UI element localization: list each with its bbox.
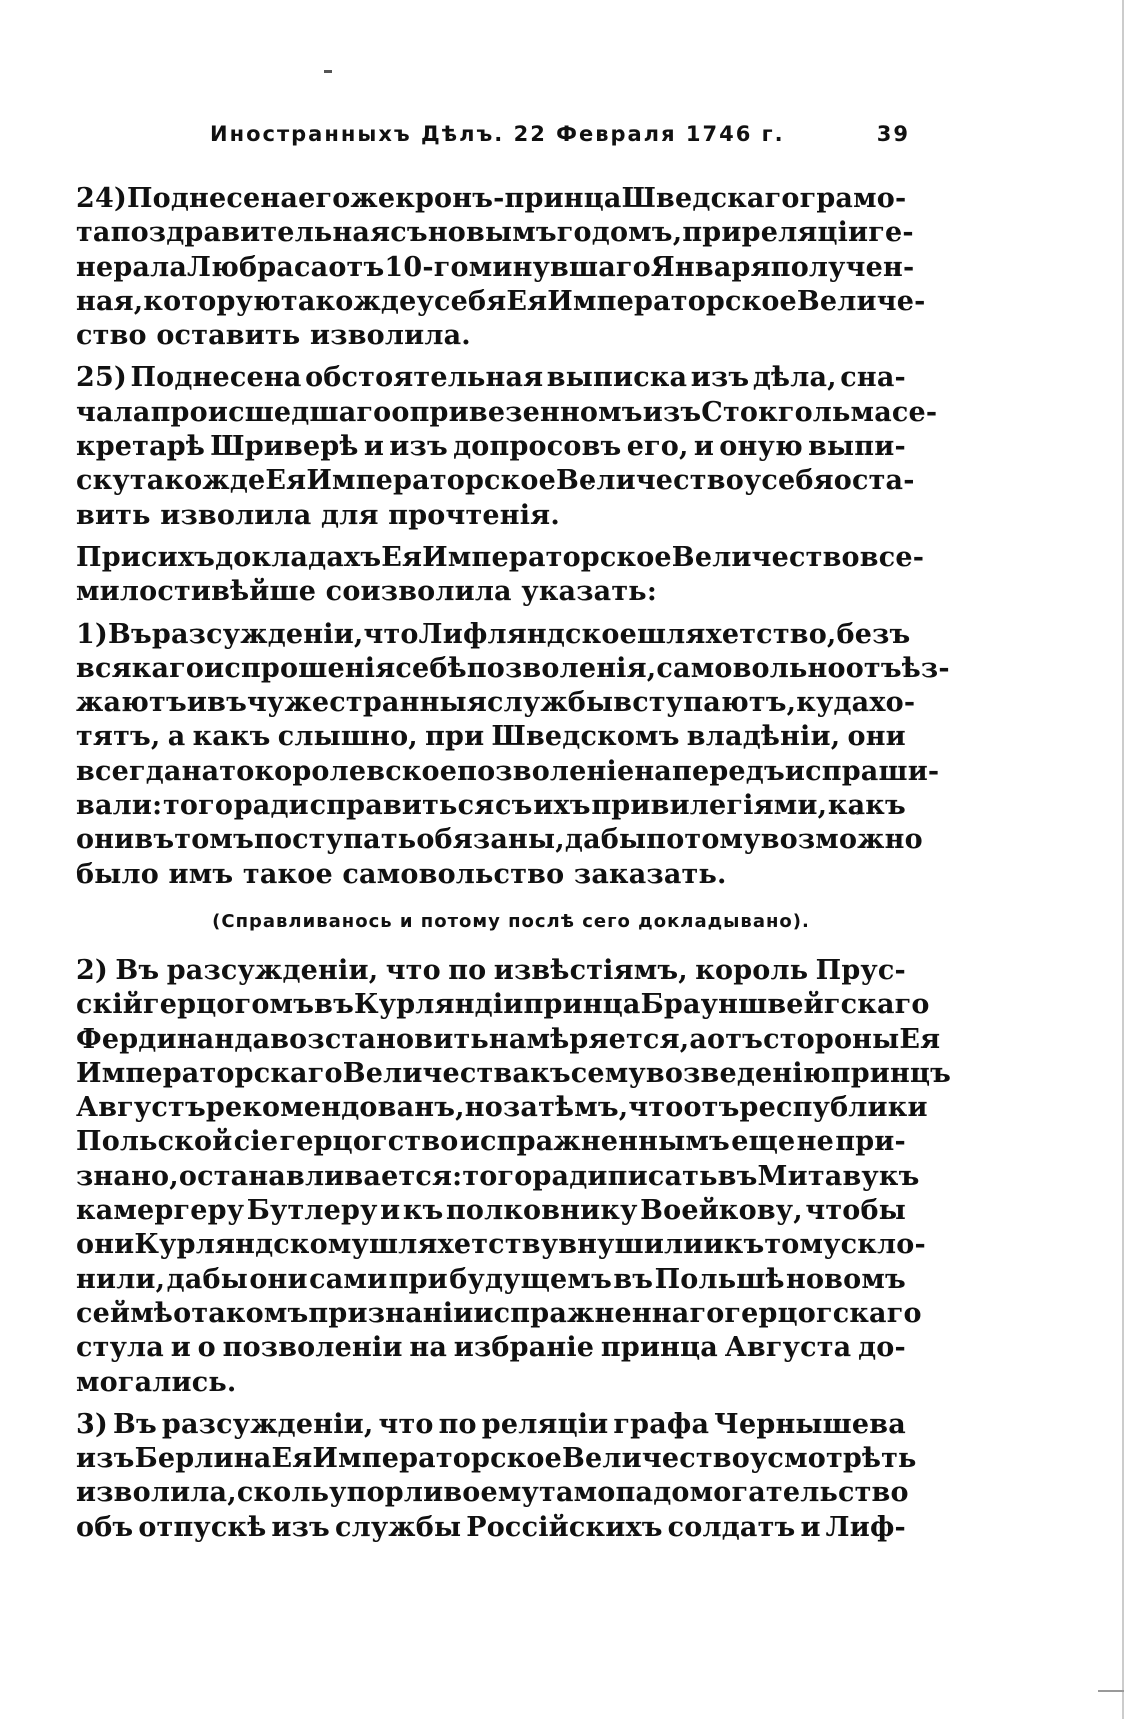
text-line: объ отпускѣ изъ службы Россійскихъ солдатъ и Лиф- bbox=[76, 1511, 906, 1543]
page-edge bbox=[1122, 0, 1124, 1719]
text-line: они Курляндскому шляхетству внушили и къ тому скло- bbox=[76, 1229, 926, 1261]
text-line: При сихъ докладахъ Ея Императорское Величество все- bbox=[76, 541, 925, 573]
text-line: скій герцогомъ въ Курляндіи принца Брауншвейгскаго bbox=[76, 989, 930, 1021]
body-text bbox=[76, 182, 952, 1545]
editorial-note: (Справливанось и потому послѣ сего докладывано). bbox=[212, 910, 810, 932]
paragraph-intro bbox=[76, 541, 925, 610]
text-line: та поздравительная съ новымъ годомъ, при реляціи ге- bbox=[76, 217, 914, 249]
text-line: нили, дабы они сами при будущемъ въ Польшѣ новомъ bbox=[76, 1263, 906, 1295]
text-line: 2) Въ разсужденіи, что по извѣстіямъ, король Прус- bbox=[76, 954, 906, 986]
text-line: камергеру Бутлеру и къ полковнику Воейкову, чтобы bbox=[76, 1195, 906, 1227]
text-line: чала происшедшаго о привезенномъ изъ Стокгольма се- bbox=[76, 396, 938, 428]
text-line: Августъ рекомендованъ, но затѣмъ, что отъ республики bbox=[76, 1092, 928, 1124]
text-line: знано, останавливается: того ради писать въ Митаву къ bbox=[76, 1160, 920, 1192]
text-line: могались. bbox=[76, 1366, 237, 1398]
page-corner-mark bbox=[1098, 1690, 1124, 1692]
paragraph-25 bbox=[76, 361, 938, 532]
text-line: 3) Въ разсужденіи, что по реляціи графа Чернышева bbox=[76, 1408, 906, 1440]
text-line: 1) Въ разсужденіи, что Лифляндское шляхетство, безъ bbox=[76, 618, 911, 650]
text-line: нерала Любраса отъ 10-го минувшаго Января получен- bbox=[76, 251, 915, 283]
text-line: Фердинанда возстановить намѣряется, а отъ стороны Ея bbox=[76, 1023, 941, 1055]
paragraph-24 bbox=[76, 182, 926, 353]
text-line: милостивѣйше соизволила указать: bbox=[76, 576, 657, 608]
paragraph-item-3 bbox=[76, 1408, 917, 1545]
text-line: кретарѣ Шриверѣ и изъ допросовъ его, и оную выпи- bbox=[76, 431, 906, 463]
text-line: они въ томъ поступать обязаны, дабы по тому возможно bbox=[76, 824, 923, 856]
text-line: жаютъ и въ чужестранныя службы вступаютъ, куда хо- bbox=[76, 687, 916, 719]
running-head bbox=[210, 122, 910, 150]
text-line: тятъ, а какъ слышно, при Шведскомъ владѣніи, они bbox=[76, 721, 906, 753]
text-line: Польской сіе герцогство испражненнымъ еще не при- bbox=[76, 1126, 906, 1158]
text-line: изъ Берлина Ея Императорское Величество усмотрѣть bbox=[76, 1443, 917, 1475]
text-line: вали: того ради справиться съ ихъ привилегіями, какъ bbox=[76, 790, 906, 822]
text-line: всегда на то королевское позволеніе напередъ испраши- bbox=[76, 755, 940, 787]
text-line: сеймѣ о такомъ признаніи испражненнаго герцогскаго bbox=[76, 1297, 922, 1329]
text-line: 25) Поднесена обстоятельная выписка изъ дѣла, сна- bbox=[76, 362, 906, 394]
text-line: ная, которую такожде у себя Ея Императорское Величе- bbox=[76, 285, 926, 317]
text-line: изволила, сколь упорливо ему тамо па домогательство bbox=[76, 1477, 909, 1509]
text-line: Императорскаго Величества къ сему возведенію принцъ bbox=[76, 1057, 952, 1089]
running-head-title: Иностранныхъ Дѣлъ. 22 Февраля 1746 г. bbox=[210, 122, 785, 146]
print-mark bbox=[324, 70, 332, 73]
text-line: всякаго испрошенія себѣ позволенія, самовольно отъѣз- bbox=[76, 652, 950, 684]
text-line: ску такожде Ея Императорское Величество у себя оста- bbox=[76, 465, 915, 497]
text-line: 24) Поднесена его же кронъ-принца Шведскаго грамо- bbox=[76, 183, 907, 214]
text-line: было имъ такое самовольство заказать. bbox=[76, 858, 727, 890]
text-line: ство оставить изволила. bbox=[76, 320, 471, 352]
text-line: стула и о позволеніи на избраніе принца Августа до- bbox=[76, 1332, 906, 1364]
paragraph-item-2 bbox=[76, 954, 952, 1400]
paragraph-item-1 bbox=[76, 618, 950, 892]
page-number: 39 bbox=[876, 122, 910, 146]
text-line: вить изволила для прочтенія. bbox=[76, 499, 560, 531]
